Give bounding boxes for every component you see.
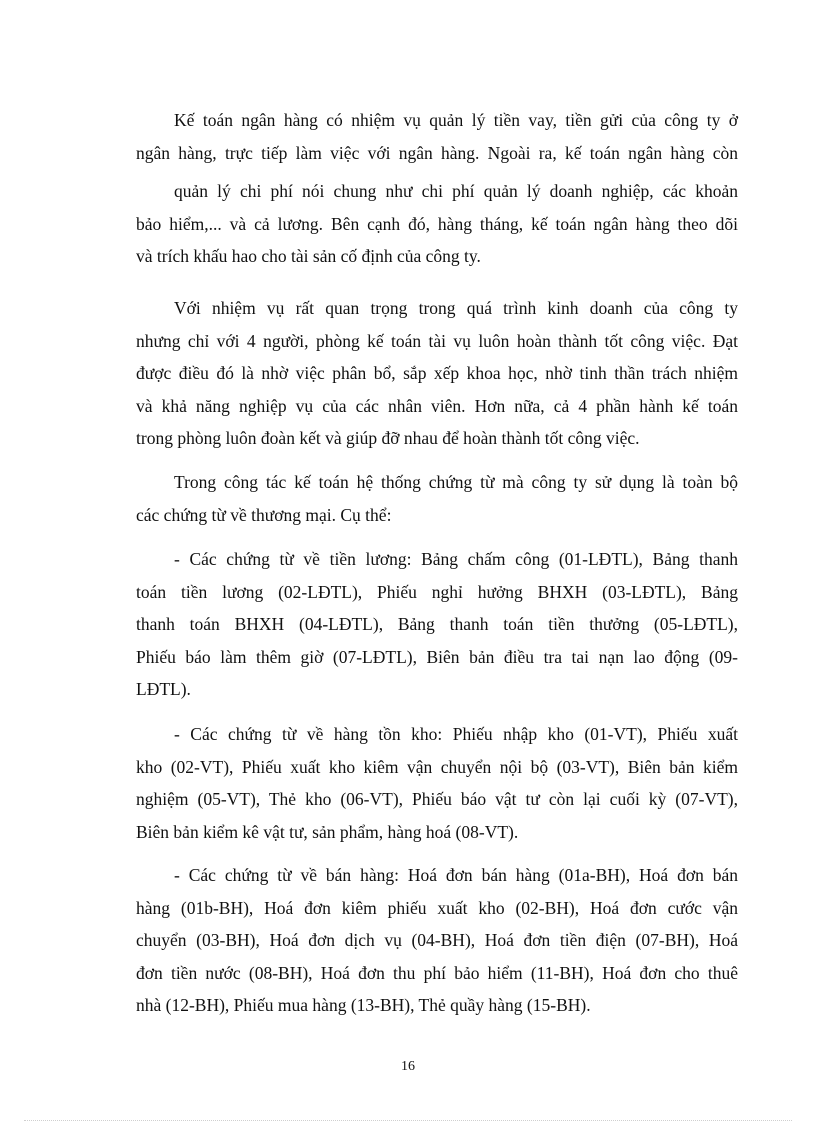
- text-line: toán tiền lương (02-LĐTL), Phiếu nghỉ hưởng BHXH (03-LĐTL), Bảng: [136, 581, 738, 602]
- page-bottom-divider: [24, 1120, 792, 1121]
- page-number: 16: [401, 1059, 415, 1074]
- text-line: Trong công tác kế toán hệ thống chứng từ mà công ty sử dụng là toàn bộ: [174, 472, 738, 492]
- text-line: nhưng chỉ với 4 người, phòng kế toán tài vụ luôn hoàn thành tốt công việc. Đạt: [136, 330, 738, 351]
- paragraph-document-system: [136, 466, 738, 531]
- text-line: chuyển (03-BH), Hoá đơn dịch vụ (04-BH), Hoá đơn tiền điện (07-BH), Hoá: [136, 930, 738, 951]
- text-line: quản lý chi phí nói chung như chi phí quản lý doanh nghiệp, các khoản: [174, 181, 738, 202]
- text-line: nhà (12-BH), Phiếu mua hàng (13-BH), Thẻ quầy hàng (15-BH).: [136, 995, 591, 1016]
- text-line: các chứng từ về thương mại. Cụ thể:: [136, 504, 392, 525]
- text-line: Với nhiệm vụ rất quan trọng trong quá trình kinh doanh của công ty: [174, 298, 738, 318]
- text-line: nghiệm (05-VT), Thẻ kho (06-VT), Phiếu báo vật tư còn lại cuối kỳ (07-VT),: [136, 789, 738, 810]
- paragraph-bank-accountant: [136, 104, 738, 273]
- text-line: đơn tiền nước (08-BH), Hoá đơn thu phí bảo hiểm (11-BH), Hoá đơn cho thuê: [136, 962, 738, 983]
- text-line: LĐTL).: [136, 679, 191, 700]
- text-line: và khả năng nghiệp vụ của các nhân viên. Hơn nữa, cả 4 phần hành kế toán: [136, 395, 738, 416]
- text-line: Biên bản kiểm kê vật tư, sản phẩm, hàng hoá (08-VT).: [136, 821, 519, 842]
- text-line: kho (02-VT), Phiếu xuất kho kiêm vận chuyển nội bộ (03-VT), Biên bản kiểm: [136, 756, 738, 777]
- text-line: - Các chứng từ về hàng tồn kho: Phiếu nhập kho (01-VT), Phiếu xuất: [174, 724, 738, 744]
- paragraph-inventory-documents: [136, 718, 738, 848]
- paragraph-payroll-documents: [136, 543, 738, 706]
- paragraph-accounting-department: [136, 292, 738, 455]
- text-line: Kế toán ngân hàng có nhiệm vụ quản lý tiền vay, tiền gửi của công ty ở: [174, 110, 738, 130]
- paragraph-sales-documents: [136, 859, 738, 1022]
- text-line: được điều đó là nhờ việc phân bổ, sắp xếp khoa học, nhờ tinh thần trách nhiệm: [136, 363, 738, 384]
- text-line: - Các chứng từ về bán hàng: Hoá đơn bán hàng (01a-BH), Hoá đơn bán: [174, 865, 738, 885]
- text-line: bảo hiểm,... và cả lương. Bên cạnh đó, hàng tháng, kế toán ngân hàng theo dõi: [136, 213, 738, 234]
- text-line: trong phòng luôn đoàn kết và giúp đỡ nhau để hoàn thành tốt công việc.: [136, 428, 640, 449]
- text-line: thanh toán BHXH (04-LĐTL), Bảng thanh toán tiền thưởng (05-LĐTL),: [136, 614, 738, 635]
- text-line: ngân hàng, trực tiếp làm việc với ngân hàng. Ngoài ra, kế toán ngân hàng còn: [136, 142, 738, 163]
- text-line: - Các chứng từ về tiền lương: Bảng chấm công (01-LĐTL), Bảng thanh: [174, 549, 738, 569]
- text-line: và trích khấu hao cho tài sản cố định của công ty.: [136, 246, 481, 267]
- text-line: hàng (01b-BH), Hoá đơn kiêm phiếu xuất kho (02-BH), Hoá đơn cước vận: [136, 897, 738, 918]
- text-line: Phiếu báo làm thêm giờ (07-LĐTL), Biên bản điều tra tai nạn lao động (09-: [136, 646, 738, 667]
